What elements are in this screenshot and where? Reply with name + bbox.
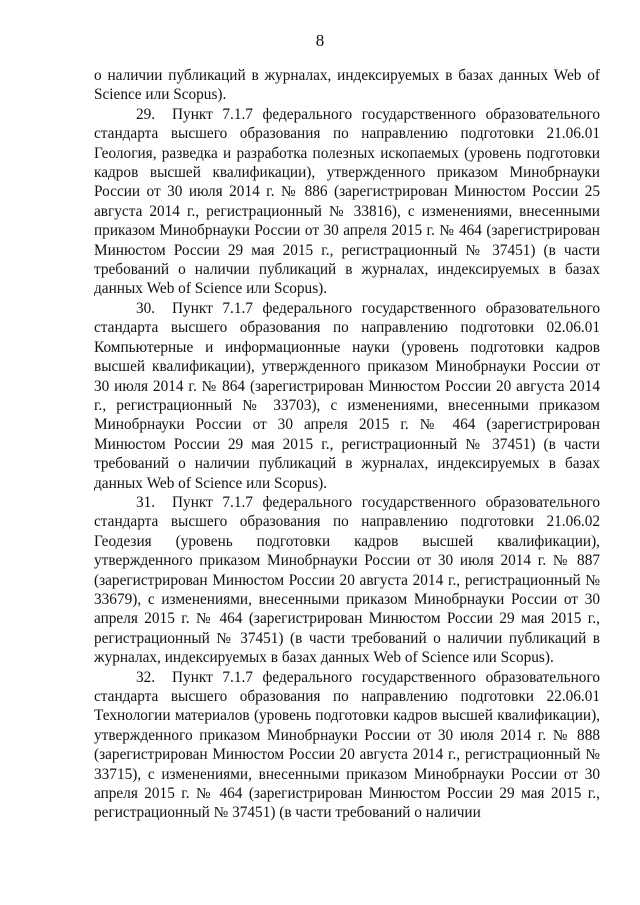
paragraph-item-29 — [94, 105, 600, 299]
paragraph-item-30 — [94, 299, 600, 493]
item-number: 31. — [136, 493, 156, 511]
paragraph-text: Пункт 7.1.7 федерального государственного образовательного стандарта высшего образования по направлению подготовки 02.06.01 Компьютерные и информационные науки (уровень подготовки кадров высшей квалификации), утвержденного приказом Минобрнауки России от 30 июля 2014 г. № 864 (зарегистрирован Минюстом России 20 августа 2014 г., регистрационный № 33703), с изменениями, внесенными приказом Минобрнауки России от 30 апреля 2015 г. № 464 (зарегистрирован Минюстом России 29 мая 2015 г., регистрационный № 37451) (в части требований о наличии публикаций в журналах, индексируемых в базах данных Web of Science или Scopus). — [94, 299, 600, 492]
paragraph-text: Пункт 7.1.7 федерального государственного образовательного стандарта высшего образования по направлению подготовки 21.06.02 Геодезия (уровень подготовки кадров высшей квалификации), утвержденного приказом Минобрнауки России от 30 июля 2014 г. № 887 (зарегистрирован Минюстом России 20 августа 2014 г., регистрационный № 33679), с изменениями, внесенными приказом Минобрнауки России от 30 апреля 2015 г. № 464 (зарегистрирован Минюстом России 29 мая 2015 г., регистрационный № 37451) (в части требований о наличии публикаций в журналах, индексируемых в базах данных Web of Science или Scopus). — [94, 493, 600, 667]
paragraph-text: о наличии публикаций в журналах, индексируемых в базах данных Web of Science или Scopus). — [94, 67, 600, 104]
paragraph-text: Пункт 7.1.7 федерального государственного образовательного стандарта высшего образования по направлению подготовки 22.06.01 Технологии материалов (уровень подготовки кадров высшей квалификации), утвержденного приказом Минобрнауки России от 30 июля 2014 г. № 888 (зарегистрирован Минюстом России 20 августа 2014 г., регистрационный № 33715), с изменениями, внесенными приказом Минобрнауки России от 30 апреля 2015 г. № 464 (зарегистрирован Минюстом России 29 мая 2015 г., регистрационный № 37451) (в части требований о наличии — [94, 668, 600, 822]
item-number: 32. — [136, 668, 156, 686]
document-body — [94, 66, 600, 823]
paragraph-text: Пункт 7.1.7 федерального государственного образовательного стандарта высшего образования по направлению подготовки 21.06.01 Геология, разведка и разработка полезных ископаемых (уровень подготовки кадров высшей квалификации), утвержденного приказом Минобрнауки России от 30 июля 2014 г. № 886 (зарегистрирован Минюстом России 25 августа 2014 г., регистрационный № 33816), с изменениями, внесенными приказом Минобрнауки России от 30 апреля 2015 г. № 464 (зарегистрирован Минюстом России 29 мая 2015 г., регистрационный № 37451) (в части требований о наличии публикаций в журналах, индексируемых в базах данных Web of Science или Scopus). — [94, 105, 600, 298]
page-number: 8 — [315, 31, 325, 50]
paragraph-item-31 — [94, 493, 600, 668]
paragraph-item-32 — [94, 668, 600, 823]
paragraph-continuation — [94, 66, 600, 105]
item-number: 29. — [136, 105, 156, 123]
item-number: 30. — [136, 299, 156, 317]
